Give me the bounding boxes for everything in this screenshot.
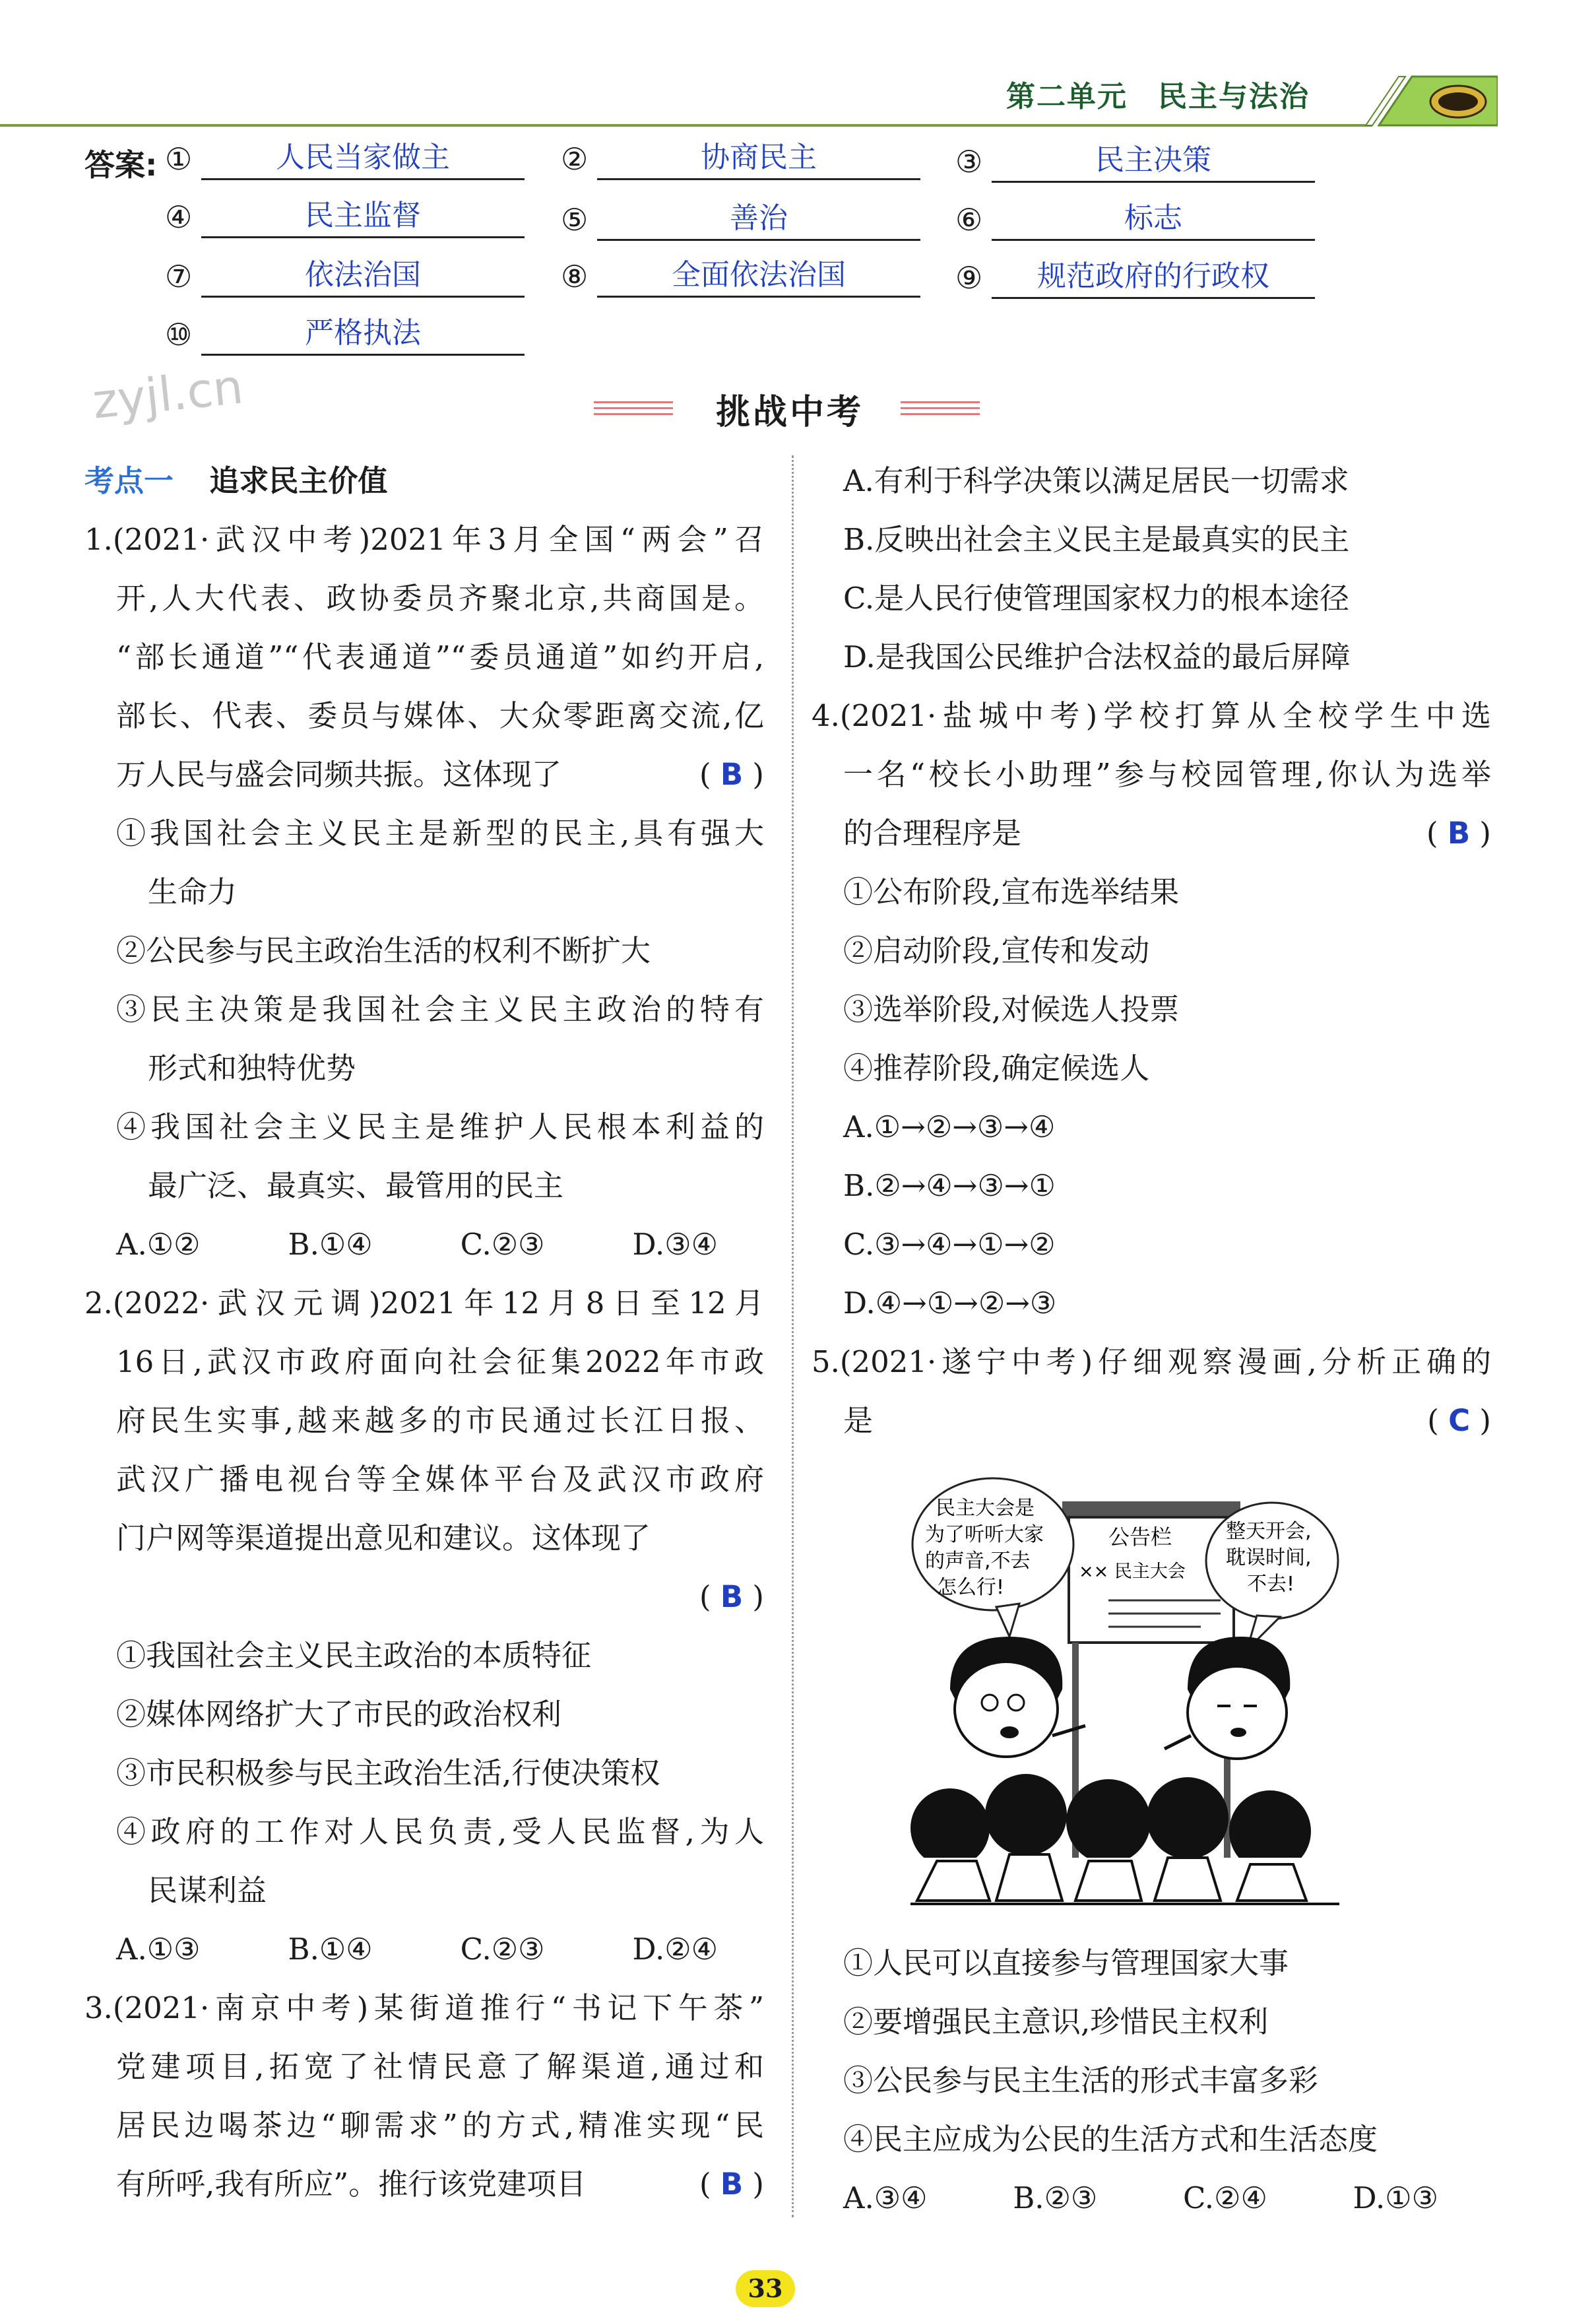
statement-item: 最广泛、最真实、最管用的民主 [148, 1168, 564, 1203]
answer-num: ④ [165, 199, 193, 235]
statement-item: ④民主应成为公民的生活方式和生活态度 [843, 2122, 1378, 2157]
cartoon-characters [910, 1637, 1339, 1907]
question-stem-end: 是 [843, 1403, 874, 1438]
statement-item: ①公布阶段,宣布选举结果 [843, 874, 1180, 909]
question-stem-end: 万人民与盛会同频共振。这体现了 [116, 757, 562, 792]
statement-item: ③公民参与民主生活的形式丰富多彩 [843, 2063, 1319, 2098]
kaodian-title: 追求民主价值 [209, 463, 388, 498]
option-line: A.有利于科学决策以满足居民一切需求 [843, 463, 1349, 498]
option: B.①④ [288, 1227, 373, 1262]
statement-item: ③民主决策是我国社会主义民主政治的特有 [116, 992, 764, 1027]
board-title: 公告栏 [1108, 1524, 1172, 1550]
page-number: 33 [736, 2270, 795, 2307]
question-line: 4.(2021·盐城中考)学校打算从全校学生中选 [812, 698, 1491, 733]
statement-item: ④政府的工作对人民负责,受人民监督,为人 [116, 1814, 764, 1849]
answer-key: B [1447, 816, 1471, 851]
answer-blank: 规范政府的行政权 [992, 256, 1315, 299]
answer-blank: 人民当家做主 [201, 137, 525, 180]
answer-num: ⑦ [165, 259, 193, 294]
question-line [812, 1391, 1491, 1450]
answer-paren: ( C ) [1427, 1403, 1491, 1438]
answer-num: ② [561, 141, 589, 177]
question-line: 16日,武汉市政府面向社会征集2022年市政 [116, 1344, 764, 1379]
option-row [84, 1215, 764, 1274]
question-line [84, 2155, 764, 2213]
option-line: A.①→②→③→④ [843, 1109, 1056, 1144]
answer-paren: ( B ) [699, 757, 764, 792]
question-line: 一名“校长小助理”参与校园管理,你认为选举 [843, 757, 1491, 792]
heading-decoration-left [594, 401, 673, 416]
bubble-left-line: 怎么行! [937, 1576, 1005, 1599]
statement-item: ①人民可以直接参与管理国家大事 [843, 1945, 1289, 1980]
option: D.②④ [632, 1932, 718, 1967]
answer-blank: 标志 [992, 198, 1315, 241]
right-column [812, 451, 1491, 1450]
option: A.①② [116, 1227, 201, 1262]
answer-key: C [1448, 1403, 1471, 1438]
question-line: 党建项目,拓宽了社情民意了解渠道,通过和 [116, 2049, 764, 2084]
option: A.③④ [843, 2180, 928, 2215]
bubble-right-line: 不去! [1247, 1573, 1295, 1596]
answer-num: ⑩ [165, 317, 193, 352]
option: D.③④ [632, 1227, 718, 1262]
answer-key: B [720, 1579, 744, 1614]
option: B.①④ [288, 1932, 373, 1967]
bubble-right-line: 耽误时间, [1226, 1546, 1312, 1569]
question-line [84, 745, 764, 804]
board-text: ×× 民主大会 [1079, 1561, 1186, 1582]
statement-item: 民谋利益 [148, 1873, 267, 1908]
question-line: 2.(2022·武汉元调)2021年12月8日至12月 [84, 1286, 764, 1321]
question-line: “部长通道”“代表通道”“委员通道”如约开启, [116, 639, 764, 674]
answer-blank: 民主监督 [201, 195, 525, 238]
question-line: 3.(2021·南京中考)某街道推行“书记下午茶” [84, 1990, 764, 2025]
option-row [84, 1920, 764, 1978]
question-line: 武汉广播电视台等全媒体平台及武汉市政府 [116, 1462, 764, 1497]
answer-num: ⑨ [955, 260, 983, 296]
answer-key: B [720, 2167, 744, 2202]
right-column-lower [812, 1934, 1491, 2227]
statement-item: ③市民积极参与民主政治生活,行使决策权 [116, 1755, 660, 1790]
option: C.②③ [460, 1227, 545, 1262]
question-line [812, 804, 1491, 863]
answers-label: 答案: [84, 147, 158, 183]
option: A.①③ [116, 1932, 201, 1967]
section-title: 挑战中考 [716, 393, 864, 432]
statement-item: ③选举阶段,对候选人投票 [843, 992, 1180, 1027]
question-line: 开,人大代表、政协委员齐聚北京,共商国是。 [116, 581, 764, 616]
option-line: B.②→④→③→① [843, 1168, 1056, 1203]
option: C.②③ [460, 1932, 545, 1967]
answer-blank: 民主决策 [992, 140, 1315, 183]
statement-item: ①我国社会主义民主是新型的民主,具有强大 [116, 816, 764, 851]
statement-item: ②启动阶段,宣传和发动 [843, 933, 1150, 968]
answer-blank: 善治 [597, 198, 920, 241]
heading-decoration-right [901, 401, 980, 416]
watermark: zyjl.cn [90, 358, 246, 430]
option-line: C.是人民行使管理国家权力的根本途径 [843, 581, 1350, 616]
answer-num: ① [165, 141, 193, 177]
header-rule [0, 124, 1372, 127]
left-column [84, 451, 764, 2213]
answer-paren: ( B ) [1426, 816, 1491, 851]
answer-key: B [720, 757, 744, 792]
cartoon-illustration [910, 1472, 1339, 1907]
question-stem-end: 有所呼,我有所应”。推行该党建项目 [116, 2167, 587, 2202]
statement-item: 形式和独特优势 [148, 1051, 356, 1086]
header-tab-logo [1359, 74, 1498, 127]
bubble-right-line: 整天开会, [1226, 1520, 1312, 1543]
option: C.②④ [1182, 2180, 1267, 2215]
statement-item: ②媒体网络扩大了市民的政治权利 [116, 1697, 562, 1732]
statement-item: ①我国社会主义民主政治的本质特征 [116, 1638, 592, 1673]
option-line: B.反映出社会主义民主是最真实的民主 [843, 522, 1350, 557]
column-divider [792, 455, 794, 2217]
unit-title: 第二单元 民主与法治 [1006, 80, 1310, 114]
option-line: D.④→①→②→③ [843, 1286, 1057, 1321]
bubble-left-line: 为了听听大家 [925, 1523, 1044, 1546]
question-line: 门户网等渠道提出意见和建议。这体现了 [116, 1520, 651, 1555]
question-line: 府民生实事,越来越多的市民通过长江日报、 [116, 1403, 764, 1438]
question-line: 居民边喝茶边“聊需求”的方式,精准实现“民 [116, 2108, 764, 2143]
answer-num: ⑧ [561, 259, 589, 294]
statement-item: ④我国社会主义民主是维护人民根本利益的 [116, 1109, 764, 1144]
statement-item: 生命力 [148, 874, 238, 909]
statement-item: ②要增强民主意识,珍惜民主权利 [843, 2004, 1269, 2039]
speech-bubble-left [912, 1478, 1073, 1637]
answer-blank: 协商民主 [597, 137, 920, 180]
option-row [812, 2169, 1491, 2227]
question-line: 部长、代表、委员与媒体、大众零距离交流,亿 [116, 698, 764, 733]
answer-blank: 全面依法治国 [597, 255, 920, 298]
answer-num: ③ [955, 144, 983, 180]
kaodian-heading [84, 451, 764, 510]
answer-num: ⑥ [955, 202, 983, 238]
option: D.①③ [1353, 2180, 1438, 2215]
question-stem-end: 的合理程序是 [843, 816, 1022, 851]
option-line: C.③→④→①→② [843, 1227, 1056, 1262]
statement-item: ②公民参与民主政治生活的权利不断扩大 [116, 933, 651, 968]
answer-blank: 依法治国 [201, 255, 525, 298]
answer-blank: 严格执法 [201, 313, 525, 356]
kaodian-label: 考点一 [84, 463, 174, 498]
answer-paren: ( B ) [699, 1579, 764, 1614]
question-line: 5.(2021·遂宁中考)仔细观察漫画,分析正确的 [812, 1344, 1491, 1379]
statement-item: ④推荐阶段,确定候选人 [843, 1051, 1150, 1086]
answer-num: ⑤ [561, 202, 589, 238]
question-line: 1.(2021·武汉中考)2021年3月全国“两会”召 [84, 522, 764, 557]
bubble-left-line: 民主大会是 [936, 1497, 1035, 1520]
answer-paren: ( B ) [699, 2167, 764, 2202]
option-line: D.是我国公民维护合法权益的最后屏障 [843, 639, 1351, 674]
bubble-left-line: 的声音,不去 [925, 1550, 1031, 1573]
option: B.②③ [1013, 2180, 1098, 2215]
